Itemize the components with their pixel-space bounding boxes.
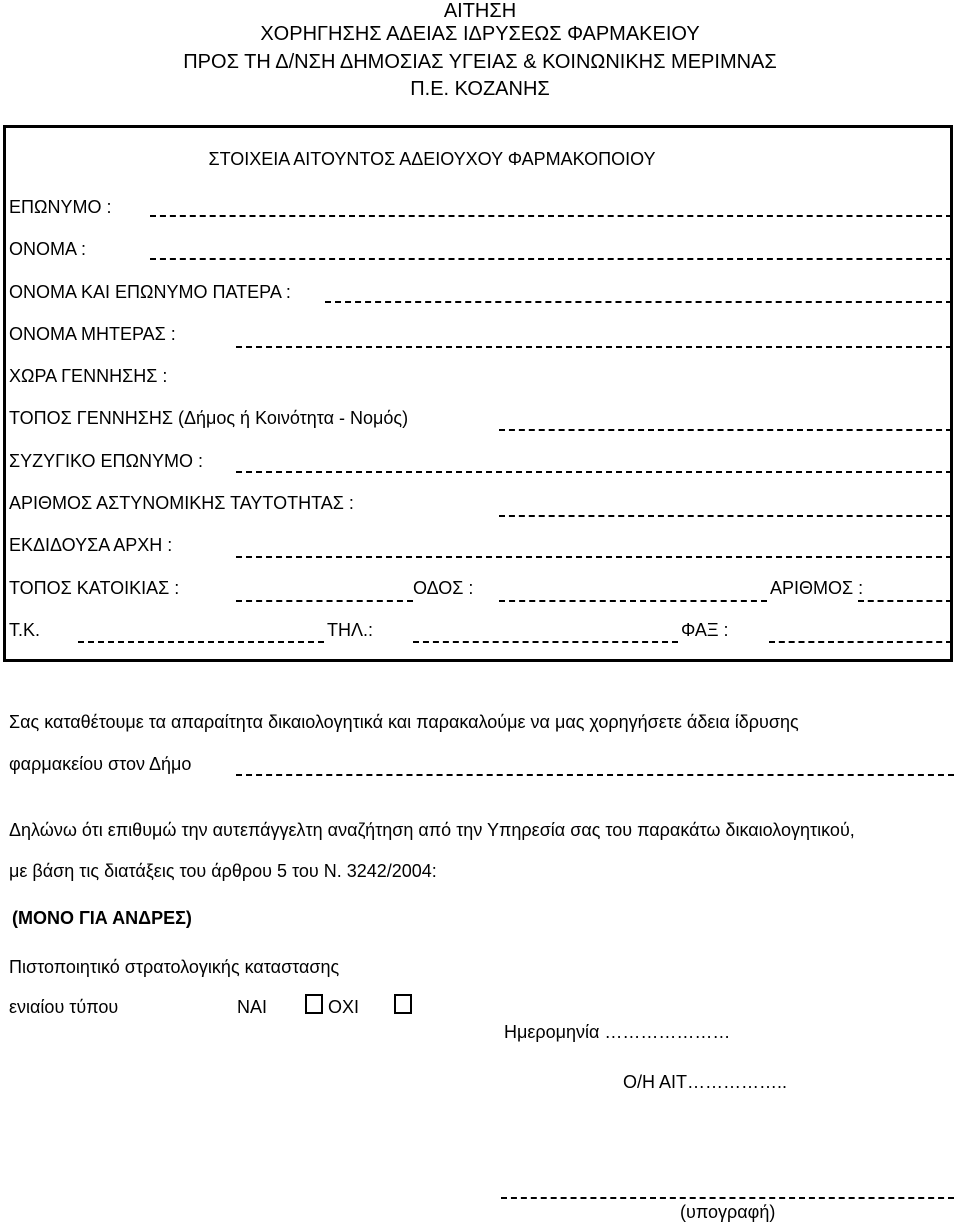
signature-line[interactable] (501, 1197, 954, 1199)
certificate-type-label: ενιαίου τύπου (9, 997, 119, 1017)
father-name-label: ΟΝΟΜΑ ΚΑΙ ΕΠΩΝΥΜΟ ΠΑΤΕΡΑ : (9, 282, 291, 302)
number-field[interactable] (858, 600, 952, 602)
marital-surname-label: ΣΥΖΥΓΙΚΟ ΕΠΩΝΥΜΟ : (9, 451, 203, 471)
surname-label: ΕΠΩΝΥΜΟ : (9, 197, 112, 217)
no-label: ΟΧΙ (328, 997, 360, 1017)
form-subtitle: ΧΟΡΗΓΗΣΗΣ ΑΔΕΙΑΣ ΙΔΡΥΣΕΩΣ ΦΑΡΜΑΚΕΙΟΥ (260, 23, 700, 45)
no-checkbox[interactable] (394, 994, 412, 1014)
form-region: Π.Ε. ΚΟΖΑΝΗΣ (410, 78, 550, 100)
postal-code-label: Τ.Κ. (9, 620, 41, 640)
men-only-heading: (ΜΟΝΟ ΓΙΑ ΑΝΔΡΕΣ) (12, 908, 192, 928)
phone-label: ΤΗΛ.: (327, 620, 374, 640)
mother-name-field[interactable] (236, 346, 952, 348)
yes-label: ΝΑΙ (237, 997, 268, 1017)
declaration-text: Δηλώνω ότι επιθυμώ την αυτεπάγγελτη αναζήτηση από την Υπηρεσία σας του παρακάτω δικαιολογητικού, (9, 820, 855, 840)
residence-field[interactable] (236, 600, 413, 602)
residence-label: ΤΟΠΟΣ ΚΑΤΟΙΚΙΑΣ : (9, 578, 180, 598)
name-field[interactable] (150, 258, 952, 260)
request-text: Σας καταθέτουμε τα απαραίτητα δικαιολογητικά και παρακαλούμε να μας χορηγήσετε άδεια ίδρυσης (9, 712, 799, 732)
section-title: ΣΤΟΙΧΕΙΑ ΑΙΤΟΥΝΤΟΣ ΑΔΕΙΟΥΧΟΥ ΦΑΡΜΑΚΟΠΟΙΟΥ (208, 149, 656, 169)
phone-field[interactable] (413, 641, 678, 643)
issuing-authority-field[interactable] (236, 556, 952, 558)
street-label: ΟΔΟΣ : (413, 578, 474, 598)
declaration-law: με βάση τις διατάξεις του άρθρου 5 του Ν. 3242/2004: (9, 861, 437, 881)
name-label: ΟΝΟΜΑ : (9, 239, 87, 259)
fax-label: ΦΑΞ : (681, 620, 729, 640)
form-title: ΑΙΤΗΣΗ (443, 0, 517, 22)
municipality-label: φαρμακείου στον Δήμο (9, 754, 192, 774)
date-field[interactable]: Ημερομηνία ………………… (504, 1022, 731, 1042)
street-field[interactable] (499, 600, 767, 602)
father-name-field[interactable] (325, 301, 952, 303)
postal-code-field[interactable] (78, 641, 324, 643)
signature-label: (υπογραφή) (680, 1202, 776, 1222)
municipality-field[interactable] (236, 774, 954, 776)
number-label: ΑΡΙΘΜΟΣ : (770, 578, 864, 598)
certificate-label: Πιστοποιητικό στρατολογικής καταστασης (9, 957, 340, 977)
birth-country-label: ΧΩΡΑ ΓΕΝΝΗΣΗΣ : (9, 366, 168, 386)
yes-checkbox[interactable] (305, 994, 323, 1014)
birth-place-label: ΤΟΠΟΣ ΓΕΝΝΗΣΗΣ (Δήμος ή Κοινότητα - Νομός) (9, 408, 409, 428)
id-number-label: ΑΡΙΘΜΟΣ ΑΣΤΥΝΟΜΙΚΗΣ ΤΑΥΤΟΤΗΤΑΣ : (9, 493, 354, 513)
id-number-field[interactable] (499, 515, 952, 517)
surname-field[interactable] (150, 215, 952, 217)
marital-surname-field[interactable] (236, 471, 952, 473)
applicant-field[interactable]: Ο/Η ΑΙΤ…………….. (623, 1072, 788, 1092)
form-recipient: ΠΡΟΣ ΤΗ Δ/ΝΣΗ ΔΗΜΟΣΙΑΣ ΥΓΕΙΑΣ & ΚΟΙΝΩΝΙΚΗΣ ΜΕΡΙΜΝΑΣ (183, 51, 777, 73)
issuing-authority-label: ΕΚΔΙΔΟΥΣΑ ΑΡΧΗ : (9, 535, 173, 555)
mother-name-label: ΟΝΟΜΑ ΜΗΤΕΡΑΣ : (9, 324, 176, 344)
fax-field[interactable] (769, 641, 952, 643)
birth-place-field[interactable] (499, 429, 952, 431)
